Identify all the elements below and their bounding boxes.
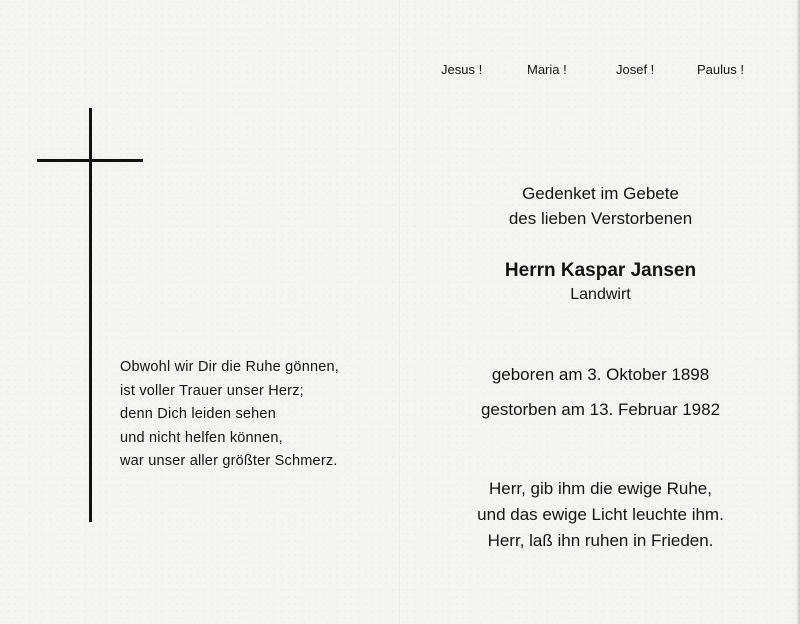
right-panel	[401, 0, 800, 624]
prayer-line: Herr, gib ihm die ewige Ruhe,	[488, 479, 712, 498]
invocation-josef: Josef !	[616, 62, 655, 77]
prayer-line: und das ewige Licht leuchte ihm.	[477, 505, 724, 524]
prayer	[401, 476, 800, 554]
cross-icon	[89, 108, 92, 522]
intro-line: Gedenket im Gebete	[522, 184, 679, 203]
card-edge-shadow	[796, 0, 800, 624]
death-date: gestorben am 13. Februar 1982	[480, 400, 721, 419]
prayer-line: Herr, laß ihn ruhen in Frieden.	[487, 531, 714, 550]
birth-date: geboren am 3. Oktober 1898	[491, 365, 710, 384]
poem-line: Obwohl wir Dir die Ruhe gönnen,	[120, 359, 339, 375]
intro-text	[401, 181, 800, 231]
invocation-jesus: Jesus !	[441, 62, 483, 77]
deceased-name: Herrn Kaspar Jansen	[504, 260, 697, 281]
invocation-maria: Maria !	[527, 62, 567, 77]
left-panel	[0, 0, 399, 624]
poem-line: war unser aller größter Schmerz.	[120, 453, 338, 469]
poem-line: ist voller Trauer unser Herz;	[120, 382, 304, 399]
poem-line: und nicht helfen können,	[120, 429, 283, 446]
poem	[120, 356, 395, 474]
deceased-occupation: Landwirt	[570, 286, 631, 303]
poem-line: denn Dich leiden sehen	[120, 406, 276, 422]
life-dates	[401, 357, 800, 427]
intro-line: des lieben Verstorbenen	[508, 209, 693, 228]
invocation-paulus: Paulus !	[697, 62, 744, 77]
cross-icon-bar	[37, 159, 143, 162]
